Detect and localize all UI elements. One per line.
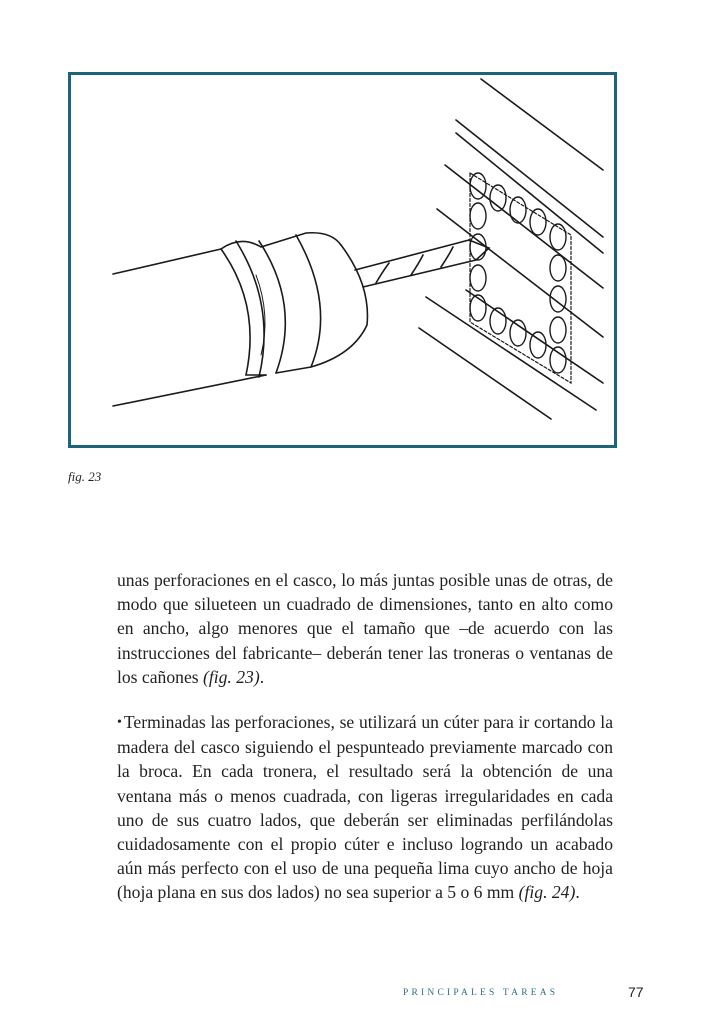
paragraph-2-text: Terminadas las perforaciones, se utilizará un cúter para ir cortando la madera del casco siguiendo el pespunteado previamente marcado con la broca. En cada tronera, el resultado será la obtención de una ventana más o menos cuadrada, con ligeras irregularidades en cada uno de sus cuatro lados, que deberán ser eliminadas perfilándolas cuidadosamente con el propio cúter e incluso logrando un acabado aún más perfecto con el uso de una pequeña lima cuyo ancho de hoja (hoja plana en sus dos lados) no sea superior a 5 o 6 mm — [117, 712, 613, 903]
running-head: PRINCIPALES TAREAS — [403, 988, 559, 998]
figure-reference-23: (fig. 23) — [203, 666, 260, 687]
paragraph-1-text: unas perforaciones en el casco, lo más juntas posible unas de otras, de modo que silueteen un cuadrado de dimensiones, tanto en alto como en ancho, algo menores que el tamaño que –de acuerdo con las instrucciones del fabricante– deberán tener las troneras o ventanas de los cañones — [117, 570, 613, 687]
figure-23-frame — [68, 72, 617, 448]
drill-illustration — [71, 75, 614, 445]
drill-body — [113, 233, 367, 406]
paragraph-1-tail: . — [259, 666, 265, 687]
bullet-icon: • — [117, 715, 122, 730]
page-number: 77 — [628, 984, 644, 1000]
paragraph-1 — [117, 568, 613, 689]
figure-caption: fig. 23 — [68, 469, 102, 484]
figure-reference-24: (fig. 24) — [518, 882, 576, 903]
paragraph-2-tail: . — [575, 882, 580, 903]
drill-bit — [355, 240, 489, 287]
paragraph-2 — [117, 710, 613, 905]
